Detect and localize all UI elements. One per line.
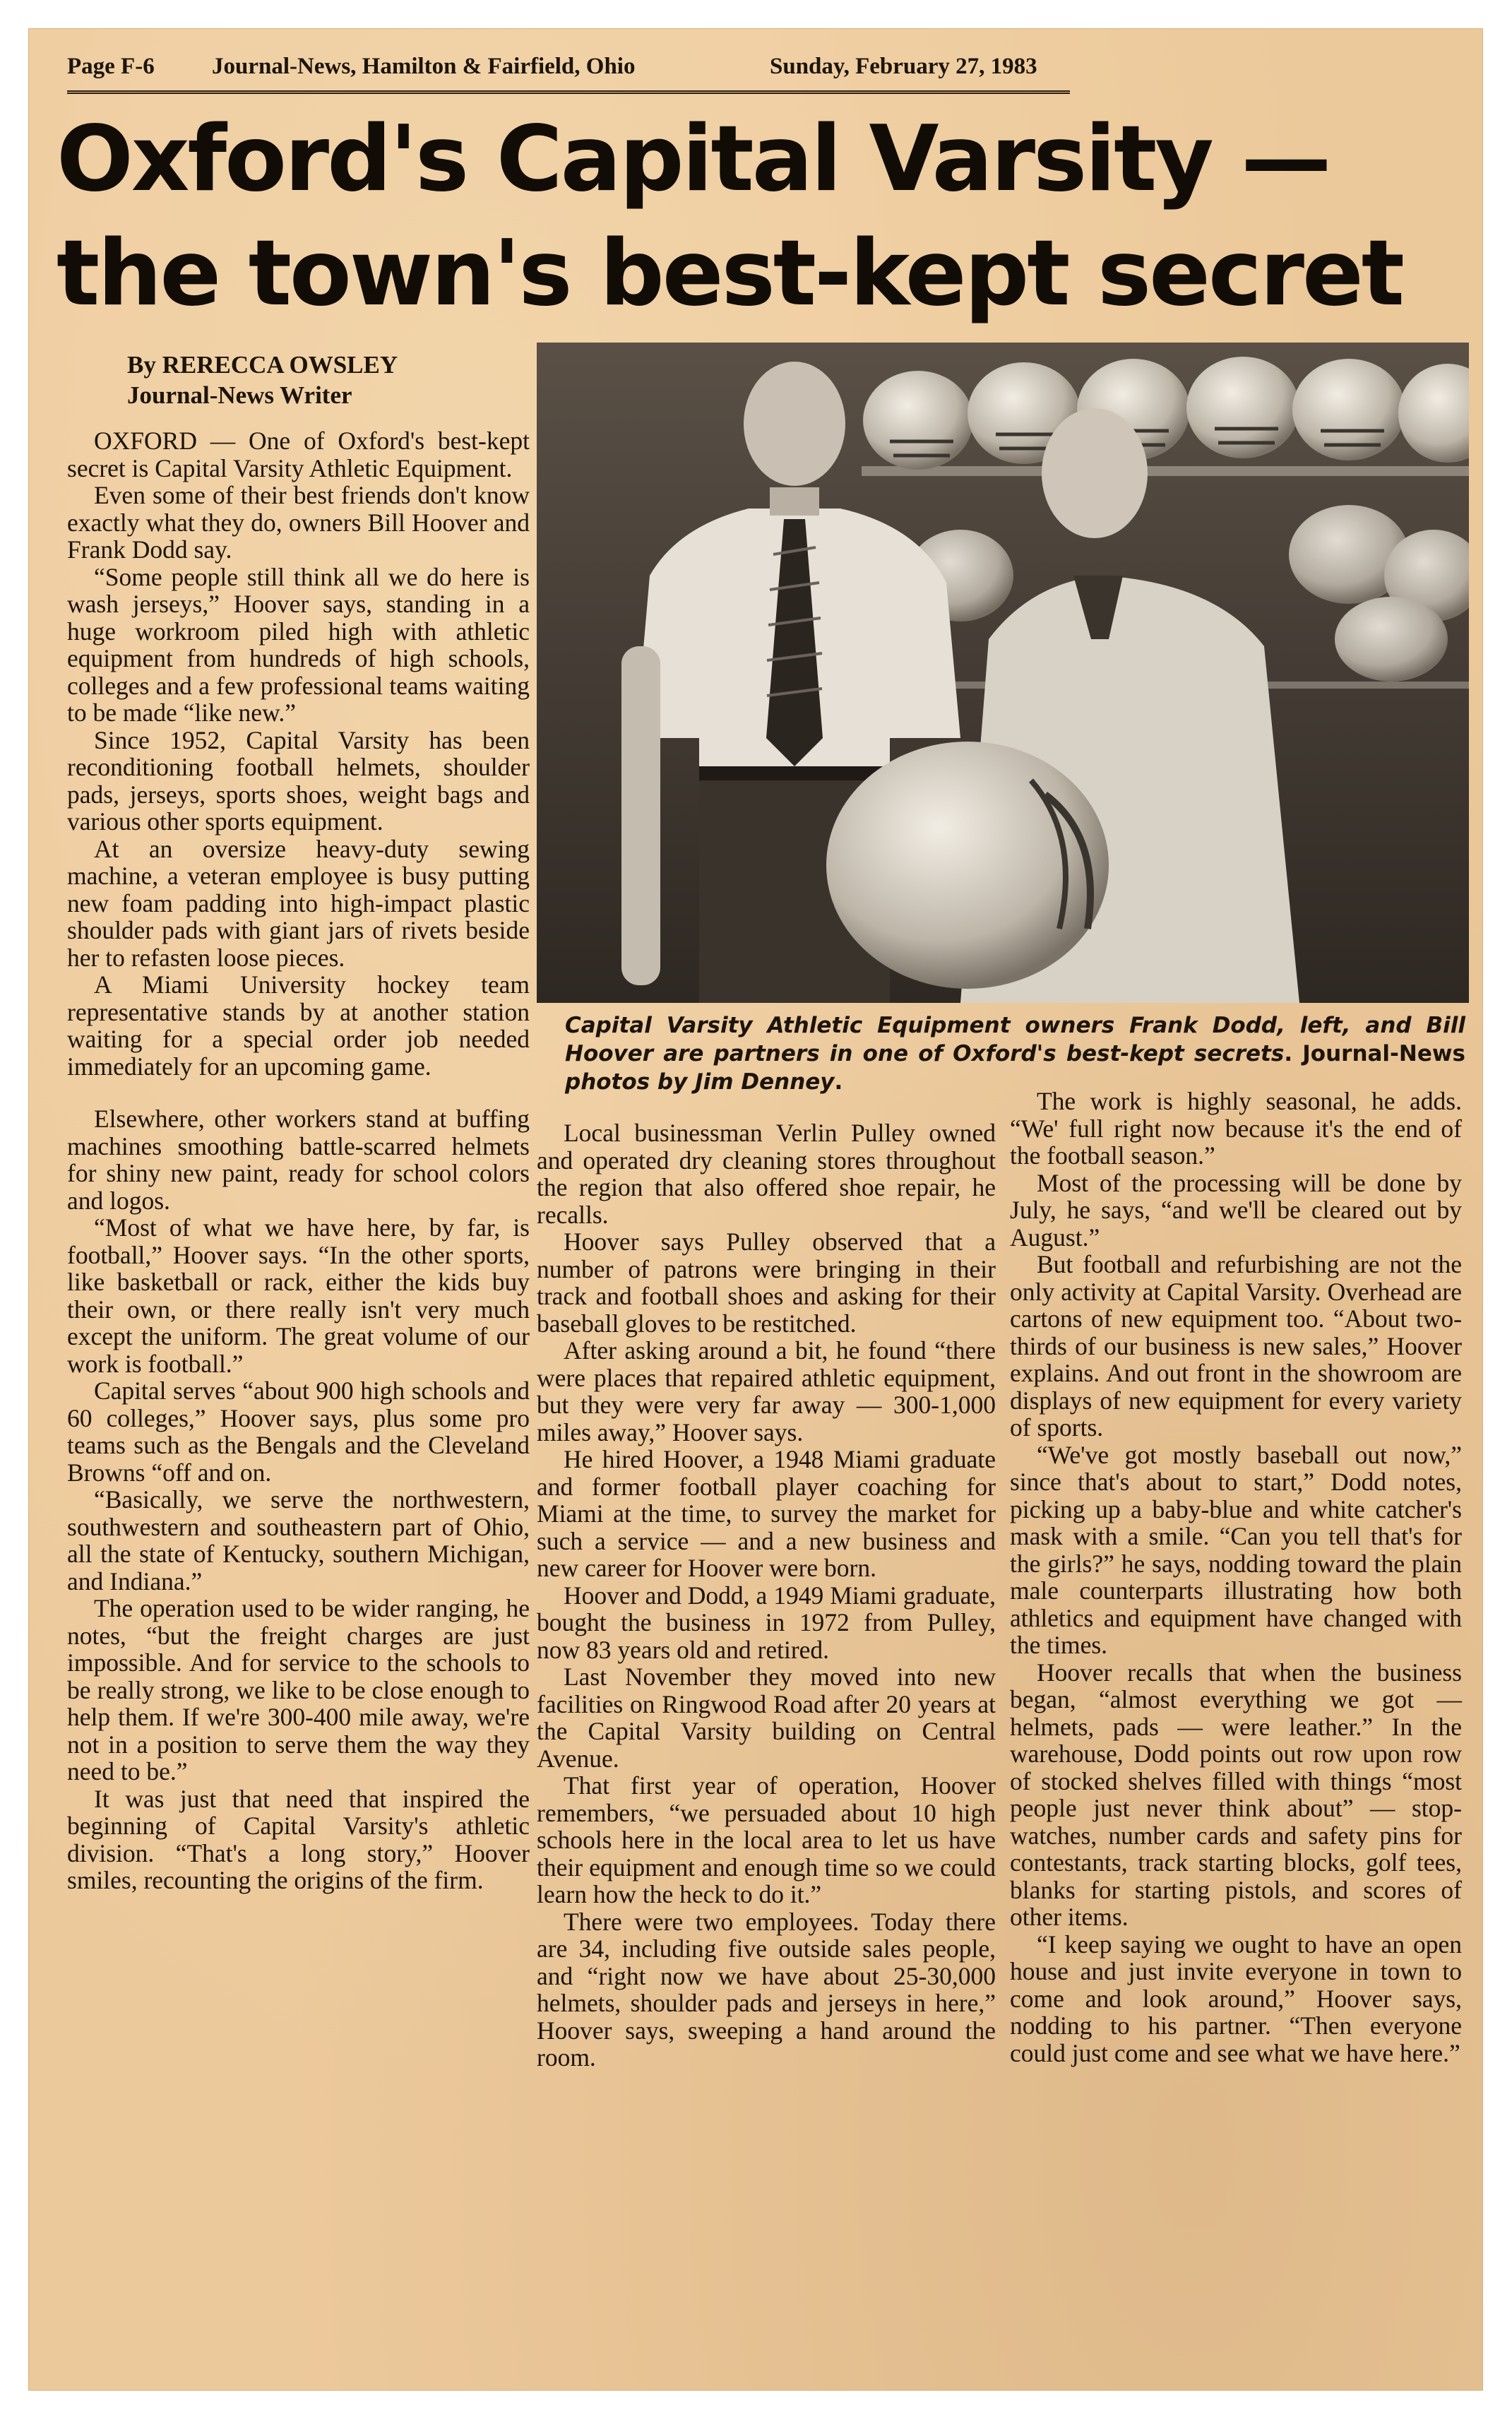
- article-column-2: [537, 1119, 996, 2071]
- owners-photo: [537, 343, 1469, 1003]
- paragraph: A Miami University hockey team representative stands by at another station waiting for a special order job needed immediately for an upcoming game.: [67, 970, 530, 1081]
- headline: [56, 102, 1455, 331]
- paragraph: “Most of what we have here, by far, is football,” Hoover says. “In the other sports, like basketball or rack, either the kids buy their own, or there really isn't very much except the uniform. The great volume of our work is football.”: [67, 1213, 530, 1378]
- paragraph: It was just that need that inspired the beginning of Capital Varsity's athletic division. “That's a long story,” Hoover smiles, recounting the origins of the firm.: [67, 1784, 530, 1894]
- photo-credit-photographer: photos by Jim Denney: [565, 1069, 835, 1095]
- paragraph: Hoover recalls that when the business began, “almost everything we got — helmets, pads — were leather.” In the warehouse, Dodd points out row upon row of stocked shelves filled with things “most people just never think about” — stop-watches, number cards and safety pins for contestants, track starting blocks, golf tees, blanks for starting pistols, and scores of other items.: [1010, 1658, 1462, 1931]
- paragraph: “Basically, we serve the northwestern, southwestern and southeastern part of Ohio, all the state of Kentucky, southern Michigan, and Indiana.”: [67, 1485, 530, 1595]
- headline-line-1: Oxford's Capital Varsity —: [56, 107, 1330, 212]
- paragraph: Last November they moved into new facilities on Ringwood Road after 20 years at the Capital Varsity building on Central Avenue.: [537, 1663, 996, 1773]
- paragraph: At an oversize heavy-duty sewing machine, a veteran employee is busy putting new foam padding into high-impact plastic shoulder pads with giant jars of rivets beside her to refasten loose pieces.: [67, 834, 530, 972]
- paragraph: But football and refurbishing are not the only activity at Capital Varsity. Overhead are cartons of new equipment too. “About two-thirds of our business is new sales,” Hoover explains. And out front in the showroom are displays of new equipment for every variety of sports.: [1010, 1250, 1462, 1441]
- newspaper-clipping: [28, 28, 1483, 2391]
- author-role: Journal-News Writer: [127, 381, 352, 409]
- paragraph: The operation used to be wider ranging, he notes, “but the freight charges are just impossible. And for service to the schools to be really strong, we like to be close enough to help them. If we're 300-400 mile away, we're not in a position to serve them the way they need to be.”: [67, 1594, 530, 1785]
- paragraph: There were two employees. Today there are 34, including five outside sales people, and “right now we have about 25-30,000 helmets, shoulder pads and jerseys in here,” Hoover says, sweeping a hand around the room.: [537, 1907, 996, 2071]
- caption-text: Capital Varsity Athletic Equipment owners Frank Dodd, left, and Bill Hoover are partners in one of Oxford's best-kept secrets: [565, 1013, 1465, 1066]
- issue-date: Sunday, February 27, 1983: [770, 54, 1037, 79]
- author-name: By RERECCA OWSLEY: [127, 351, 398, 379]
- headline-line-2: the town's best-kept secret: [56, 221, 1403, 326]
- paragraph: Since 1952, Capital Varsity has been reconditioning football helmets, shoulder pads, jerseys, sports shoes, weight bags and various other sports equipment.: [67, 725, 530, 836]
- paragraph: That first year of operation, Hoover remembers, “we persuaded about 10 high schools here in the local area to let us have their equipment and enough time so we could learn how the heck to do it.”: [537, 1771, 996, 1908]
- article-column-1: [67, 427, 530, 1894]
- paragraph: Elsewhere, other workers stand at buffing machines smoothing battle-scarred helmets for shiny new paint, ready for school colors and logos.: [67, 1105, 530, 1215]
- paragraph: After asking around a bit, he found “there were places that repaired athletic equipment, but they were very far away — 300-1,000 miles away,” Hoover says.: [537, 1336, 996, 1446]
- paragraph: Even some of their best friends don't know exactly what they do, owners Bill Hoover and Frank Dodd say.: [67, 481, 530, 564]
- paragraph: “I keep saying we ought to have an open house and just invite everyone in town to come and look around,” Hoover says, nodding to his partner. “Then everyone could just come and see what we have here.”: [1010, 1930, 1462, 2067]
- paragraph: Local businessman Verlin Pulley owned and operated dry cleaning stores throughout the region that also offered shoe repair, he recalls.: [537, 1119, 996, 1229]
- paragraph: OXFORD — One of Oxford's best-kept secret is Capital Varsity Athletic Equipment.: [67, 427, 530, 482]
- paragraph: Most of the processing will be done by July, he says, “and we'll be cleared out by August.”: [1010, 1168, 1462, 1251]
- article-column-3: [1010, 1088, 1462, 2067]
- photo-credit-source: . Journal-News: [1284, 1041, 1465, 1066]
- paragraph: Capital serves “about 900 high schools and 60 colleges,” Hoover says, plus some pro teams such as the Bengals and the Cleveland Browns “off and on.: [67, 1377, 530, 1487]
- paragraph: “Some people still think all we do here is wash jerseys,” Hoover says, standing in a huge workroom piled high with athletic equipment from hundreds of high schools, colleges and a few professional teams waiting to be made “like new.”: [67, 562, 530, 727]
- newspaper-name: Journal-News, Hamilton & Fairfield, Ohio: [212, 54, 636, 79]
- paragraph: Hoover and Dodd, a 1949 Miami graduate, bought the business in 1972 from Pulley, now 83 years old and retired.: [537, 1581, 996, 1664]
- paragraph: He hired Hoover, a 1948 Miami graduate and former football player coaching for Miami at the time, to survey the market for such a service — and a new business and new career for Hoover were born.: [537, 1445, 996, 1582]
- page-number: Page F-6: [67, 54, 155, 79]
- photo-caption: [565, 1011, 1465, 1096]
- caption-end: .: [834, 1069, 843, 1095]
- paragraph: “We've got mostly baseball out now,” since that's about to start,” Dodd notes, picking up a baby-blue and white catcher's mask with a smile. “Can you tell that's for the girls?” he says, nodding toward the plain male counterparts illustrating how both athletics and equipment have changed with the times.: [1010, 1440, 1462, 1659]
- photo-illustration: [537, 343, 1469, 1003]
- paragraph: Hoover says Pulley observed that a number of patrons were bringing in their track and football shoes and asking for their baseball gloves to be restitched.: [537, 1227, 996, 1338]
- byline: [127, 350, 579, 410]
- paragraph: The work is highly seasonal, he adds. “We' full right now because it's the end of the football season.”: [1010, 1087, 1462, 1170]
- page-header: [67, 41, 1070, 94]
